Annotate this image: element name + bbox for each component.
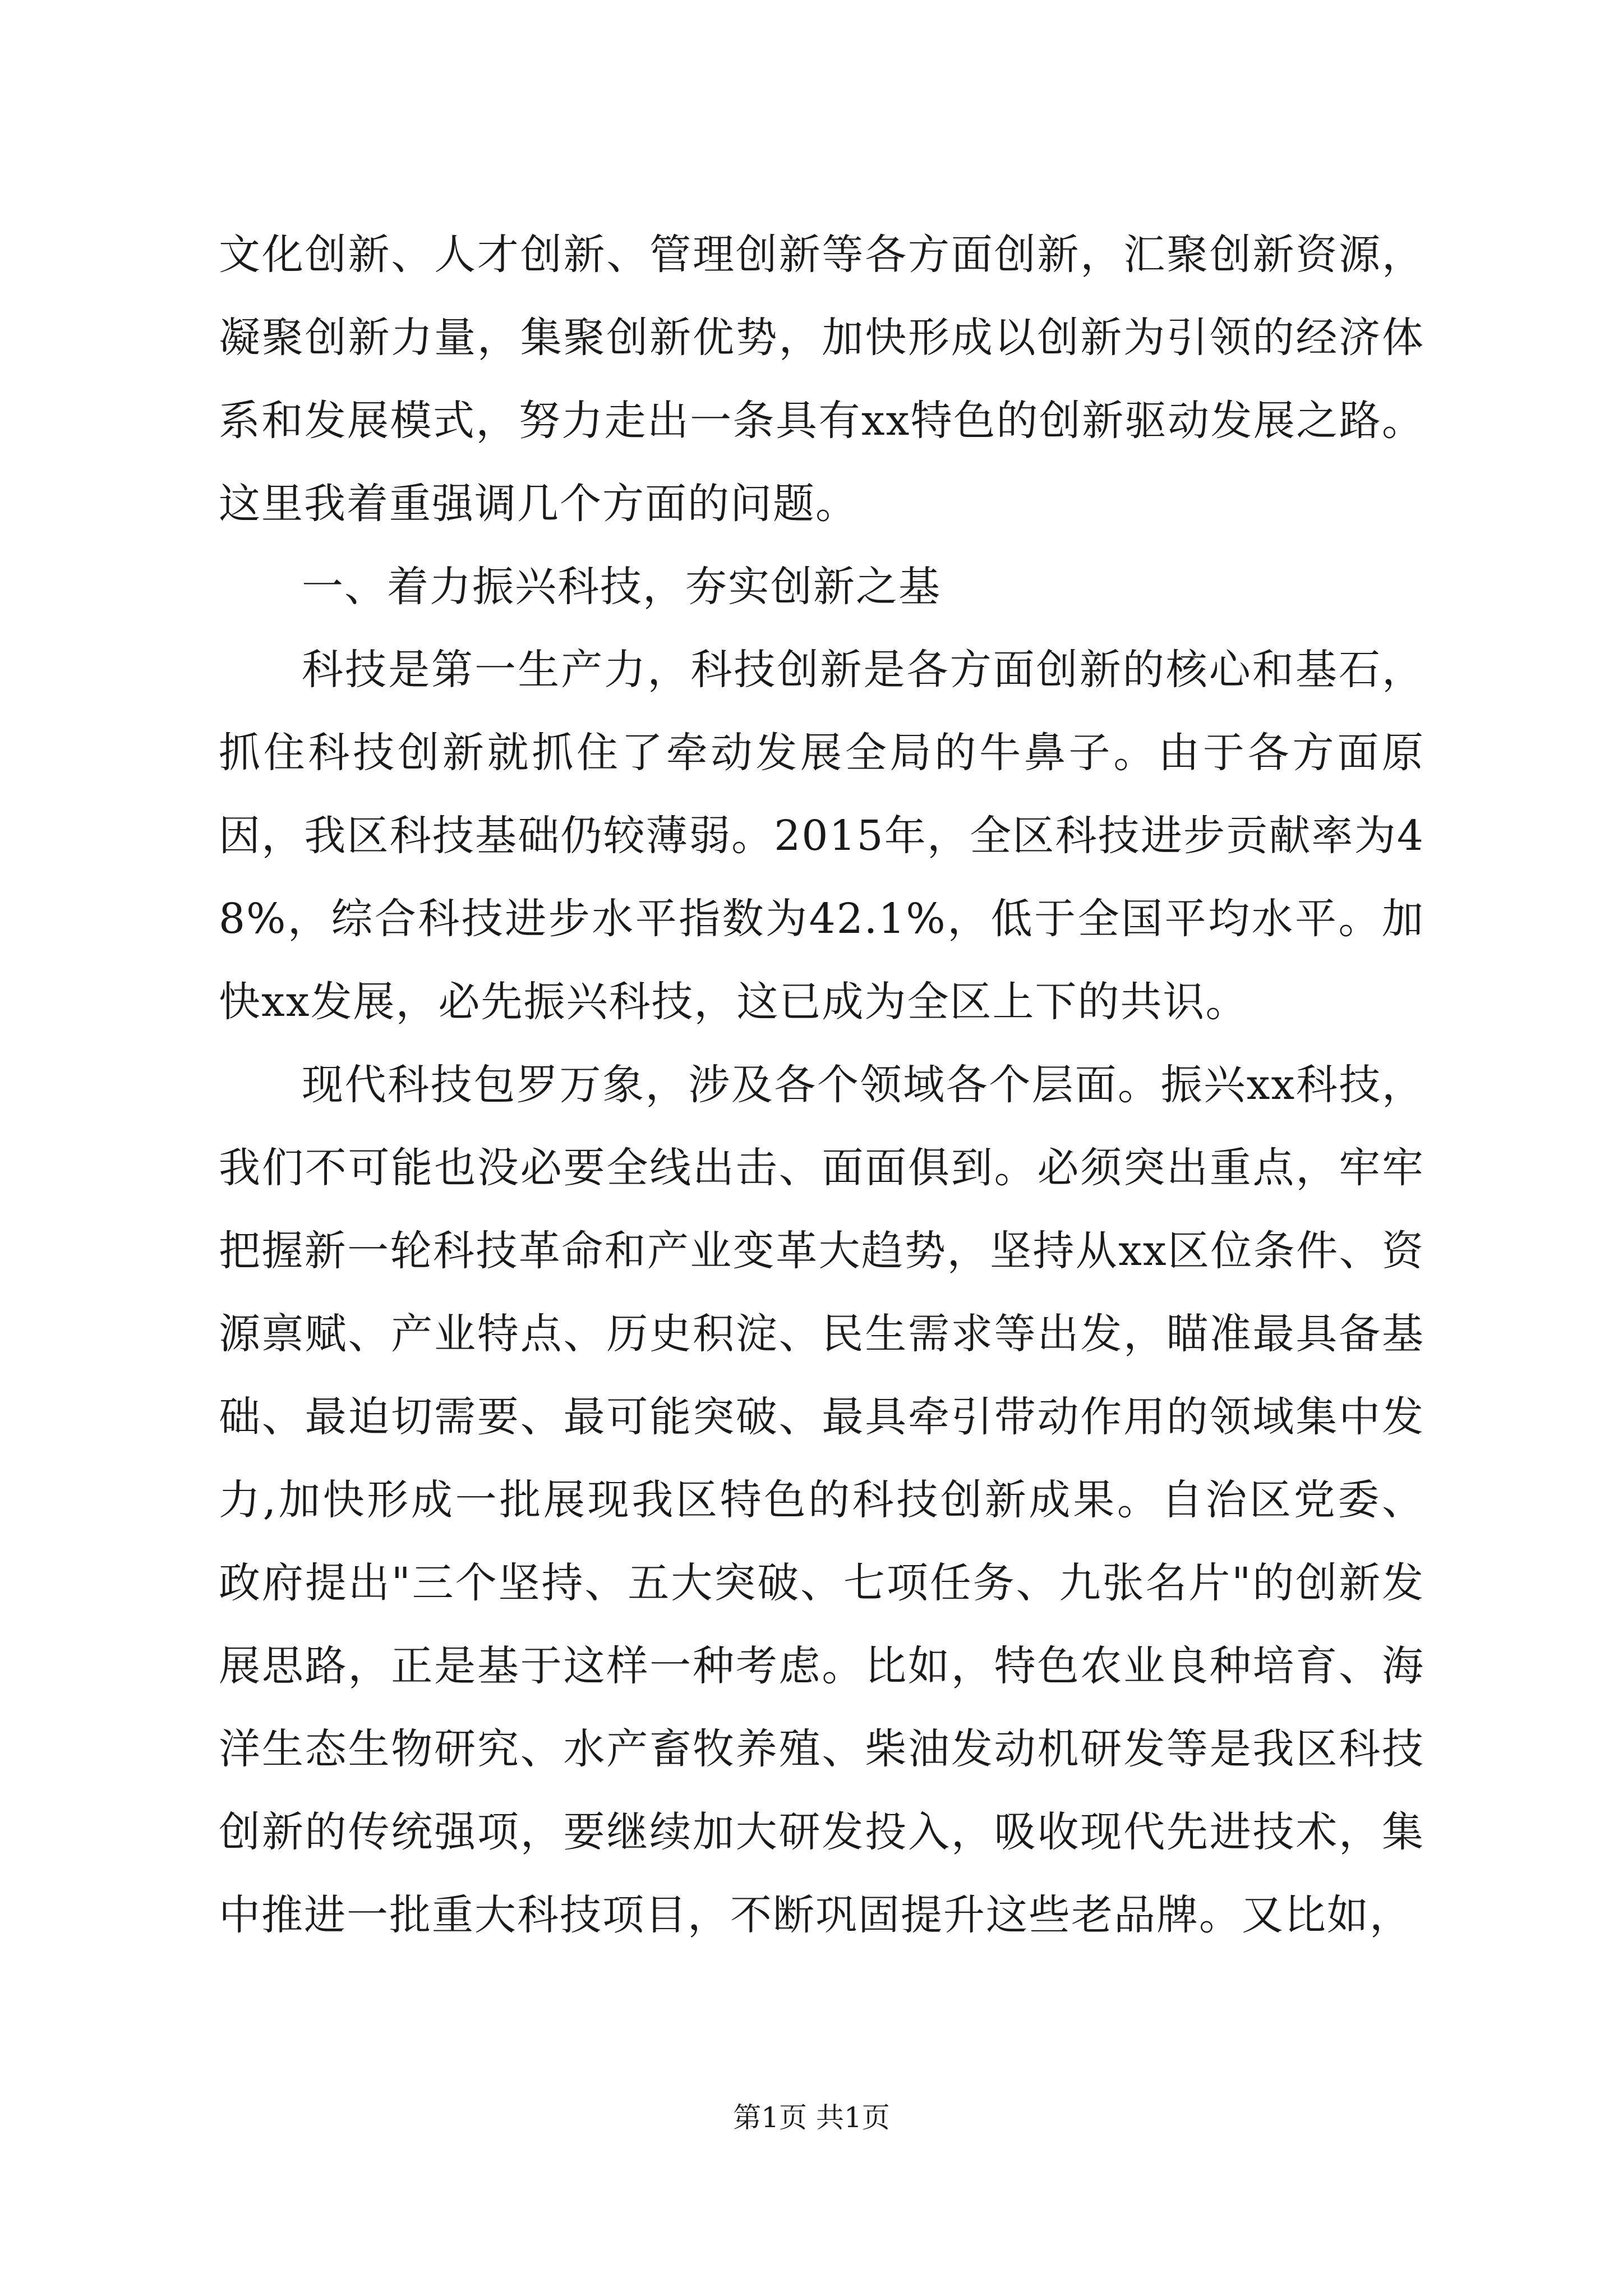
paragraph-3: 现代科技包罗万象，涉及各个领域各个层面。振兴xx科技，我们不可能也没必要全线出击、面面俱到。必须突出重点，牢牢把握新一轮科技革命和产业变革大趋势，坚持从xx区位条件、资源禀赋、产业特点、历史积淀、民生需求等出发，瞄准最具备基础、最迫切需要、最可能突破、最具牵引带动作用的领域集中发力,加快形成一批展现我区特色的科技创新成果。自治区党委、政府提出"三个坚持、五大突破、七项任务、九张名片"的创新发展思路，正是基于这样一种考虑。比如，特色农业良种培育、海洋生态生物研究、水产畜牧养殖、柴油发动机研发等是我区科技创新的传统强项，要继续加大研发投入，吸收现代先进技术，集中推进一批重大科技项目，不断巩固提升这些老品牌。又比如，: [219, 1061, 1424, 1939]
paragraph-1: 文化创新、人才创新、管理创新等各方面创新，汇聚创新资源，凝聚创新力量，集聚创新优势，加快形成以创新为引领的经济体系和发展模式，努力走出一条具有xx特色的创新驱动发展之路。这里我着重强调几个方面的问题。: [219, 231, 1424, 528]
section-heading: 一、着力振兴科技，夯实创新之基: [302, 563, 941, 611]
paragraph-2: 科技是第一生产力，科技创新是各方面创新的核心和基石，抓住科技创新就抓住了牵动发展全局的牛鼻子。由于各方面原因，我区科技基础仍较薄弱。2015年，全区科技进步贡献率为48%，综合科技进步水平指数为42.1%，低于全国平均水平。加快xx发展，必先振兴科技，这已成为全区上下的共识。: [219, 646, 1424, 1026]
document-body: [219, 213, 1424, 1957]
page-footer: 第1页 共1页: [733, 2101, 890, 2134]
